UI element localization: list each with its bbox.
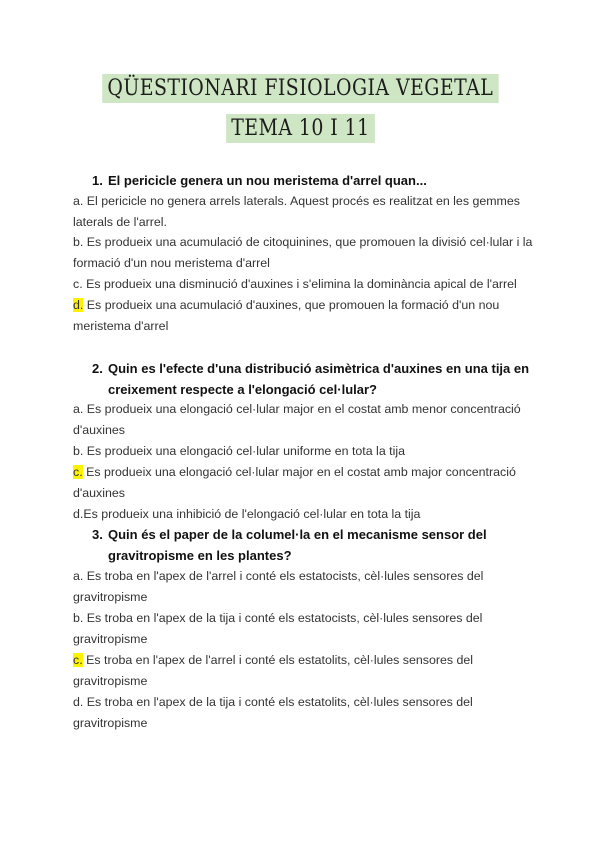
answer-line: gravitropisme bbox=[73, 632, 148, 646]
question-2-heading bbox=[92, 358, 532, 400]
answer-line: d.Es produeix una inhibició de l'elongació cel·lular en tota la tija bbox=[73, 507, 421, 521]
correct-answer-highlight: d. bbox=[73, 298, 84, 312]
title-wrap-2 bbox=[0, 114, 600, 143]
question-1-heading bbox=[92, 170, 532, 191]
answer-line: b. Es troba en l'apex de la tija i conté els estatocists, cèl·lules sensores del bbox=[73, 611, 483, 625]
question-number: 1. bbox=[92, 173, 103, 188]
document-title: QÜESTIONARI FISIOLOGIA VEGETAL bbox=[102, 74, 498, 103]
answer-line-correct bbox=[73, 653, 473, 667]
answer-line: laterals de l'arrel. bbox=[73, 215, 167, 229]
answer-line: gravitropisme bbox=[73, 674, 148, 688]
document-subtitle: TEMA 10 I 11 bbox=[226, 114, 375, 143]
question-text-line-1: Quin és el paper de la columel·la en el mecanisme sensor del bbox=[108, 527, 487, 542]
question-text-line-2: creixement respecte a l'elongació cel·lular? bbox=[108, 382, 377, 397]
answer-line-correct bbox=[73, 465, 516, 479]
question-number: 2. bbox=[92, 361, 103, 376]
answer-line-correct bbox=[73, 298, 499, 312]
answer-line: a. El pericicle no genera arrels laterals. Aquest procés es realitzat en les gemmes bbox=[73, 194, 520, 208]
question-number: 3. bbox=[92, 527, 103, 542]
correct-answer-highlight: c. bbox=[73, 653, 83, 667]
answer-text: Es troba en l'apex de l'arrel i conté els estatolits, cèl·lules sensores del bbox=[86, 653, 474, 667]
answer-line: c. Es produeix una disminució d'auxines i s'elimina la dominància apical de l'arrel bbox=[73, 277, 517, 291]
answer-line: d. Es troba en l'apex de la tija i conté els estatolits, cèl·lules sensores del bbox=[73, 695, 473, 709]
question-text-line-1: Quin es l'efecte d'una distribució asimètrica d'auxines en una tija en bbox=[108, 361, 530, 376]
title-wrap-1 bbox=[0, 74, 600, 103]
answer-line: a. Es produeix una elongació cel·lular major en el costat amb menor concentració bbox=[73, 402, 521, 416]
answer-text: Es produeix una elongació cel·lular major en el costat amb major concentració bbox=[86, 465, 516, 479]
answer-line: b. Es produeix una acumulació de citoquinines, que promouen la divisió cel·lular i la bbox=[73, 235, 533, 249]
answer-line: formació d'un nou meristema d'arrel bbox=[73, 256, 270, 270]
answer-line: a. Es troba en l'apex de l'arrel i conté els estatocists, cèl·lules sensores del bbox=[73, 569, 484, 583]
answer-line: meristema d'arrel bbox=[73, 319, 169, 333]
question-text: El pericicle genera un nou meristema d'arrel quan... bbox=[108, 173, 427, 188]
question-text-line-2: gravitropisme en les plantes? bbox=[108, 548, 292, 563]
answer-line: b. Es produeix una elongació cel·lular uniforme en tota la tija bbox=[73, 444, 405, 458]
answer-text: Es produeix una acumulació d'auxines, que promouen la formació d'un nou bbox=[86, 298, 500, 312]
answer-line: gravitropisme bbox=[73, 716, 148, 730]
answer-line: gravitropisme bbox=[73, 590, 148, 604]
question-3-heading bbox=[92, 524, 532, 566]
answer-line: d'auxines bbox=[73, 486, 125, 500]
answer-line: d'auxines bbox=[73, 423, 125, 437]
correct-answer-highlight: c. bbox=[73, 465, 83, 479]
